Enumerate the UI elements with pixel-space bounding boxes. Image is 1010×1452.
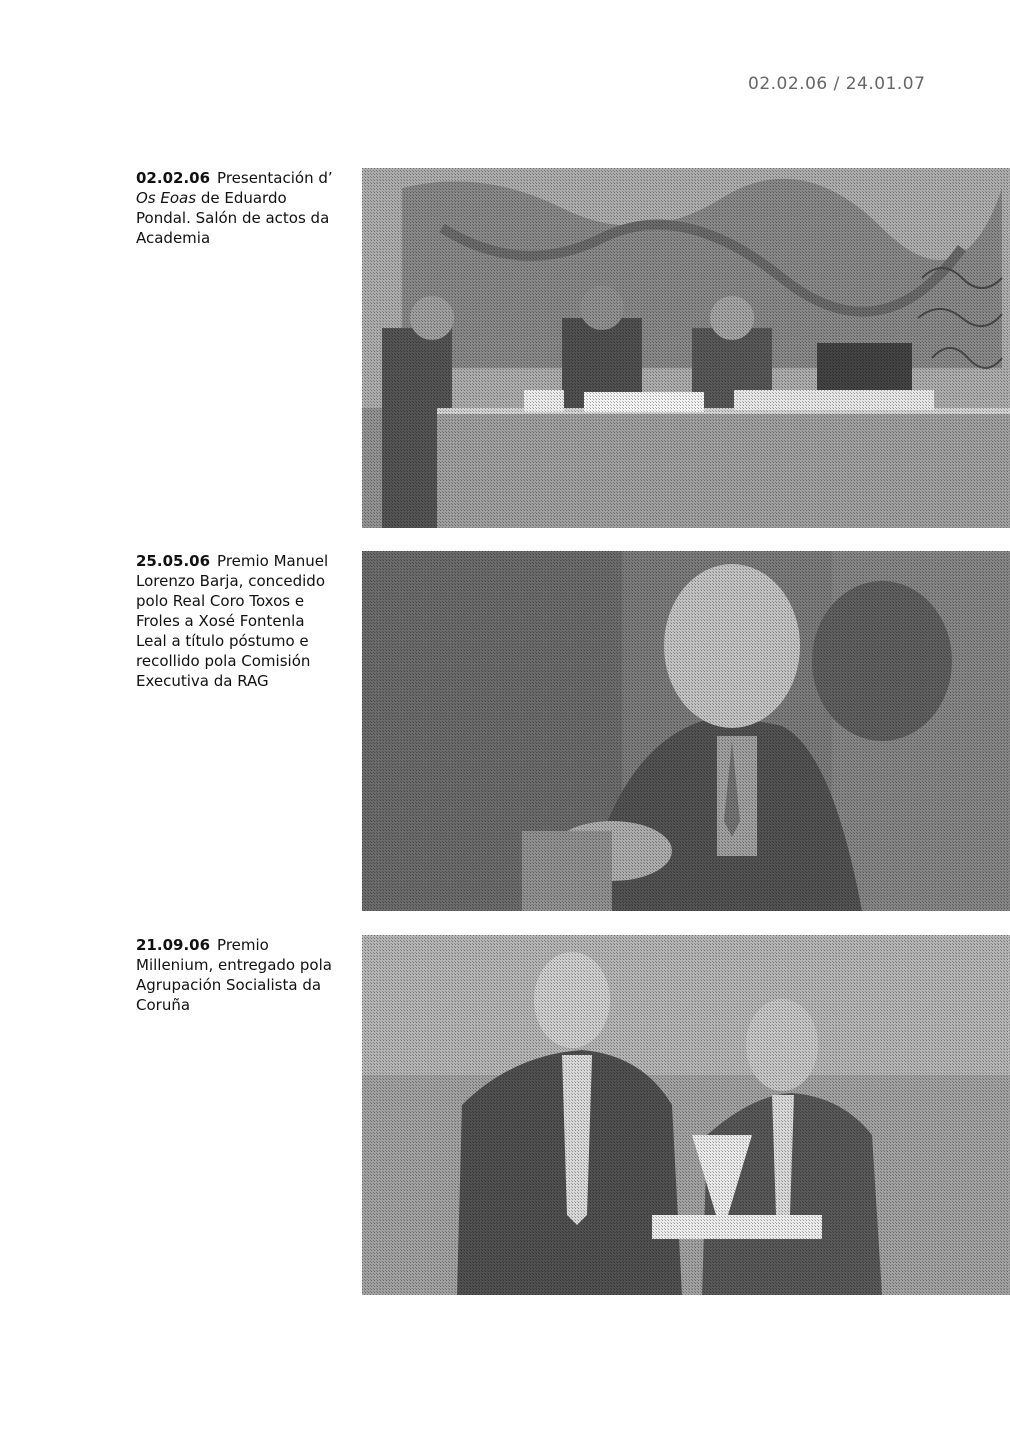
event-date: 02.02.06 (136, 169, 211, 187)
event-text-italic: Os Eoas (136, 189, 197, 207)
event-photo (362, 551, 1010, 911)
event-caption (136, 935, 336, 1015)
photo-award-portrait (362, 551, 1010, 911)
event-photo (362, 935, 1010, 1295)
event-text-after: de Eduardo Pondal. Salón de actos da Academia (136, 189, 330, 247)
event-date: 21.09.06 (136, 936, 211, 954)
page-header-date-range: 02.02.06 / 24.01.07 (748, 74, 926, 94)
event-date: 25.05.06 (136, 552, 211, 570)
event-caption (136, 551, 336, 691)
event-text: Premio Millenium, entregado pola Agrupación Socialista da Coruña (136, 936, 332, 1014)
event-text: Premio Manuel Lorenzo Barja, concedido polo Real Coro Toxos e Froles a Xosé Fontenla Leal a título póstumo e recollido pola Comisión Executiva da RAG (136, 552, 329, 690)
event-text-before: Presentación d’ (217, 169, 333, 187)
photo-award-handover (362, 935, 1010, 1295)
event-caption (136, 168, 336, 248)
event-photo (362, 168, 1010, 528)
photo-presentation-panel (362, 168, 1010, 528)
